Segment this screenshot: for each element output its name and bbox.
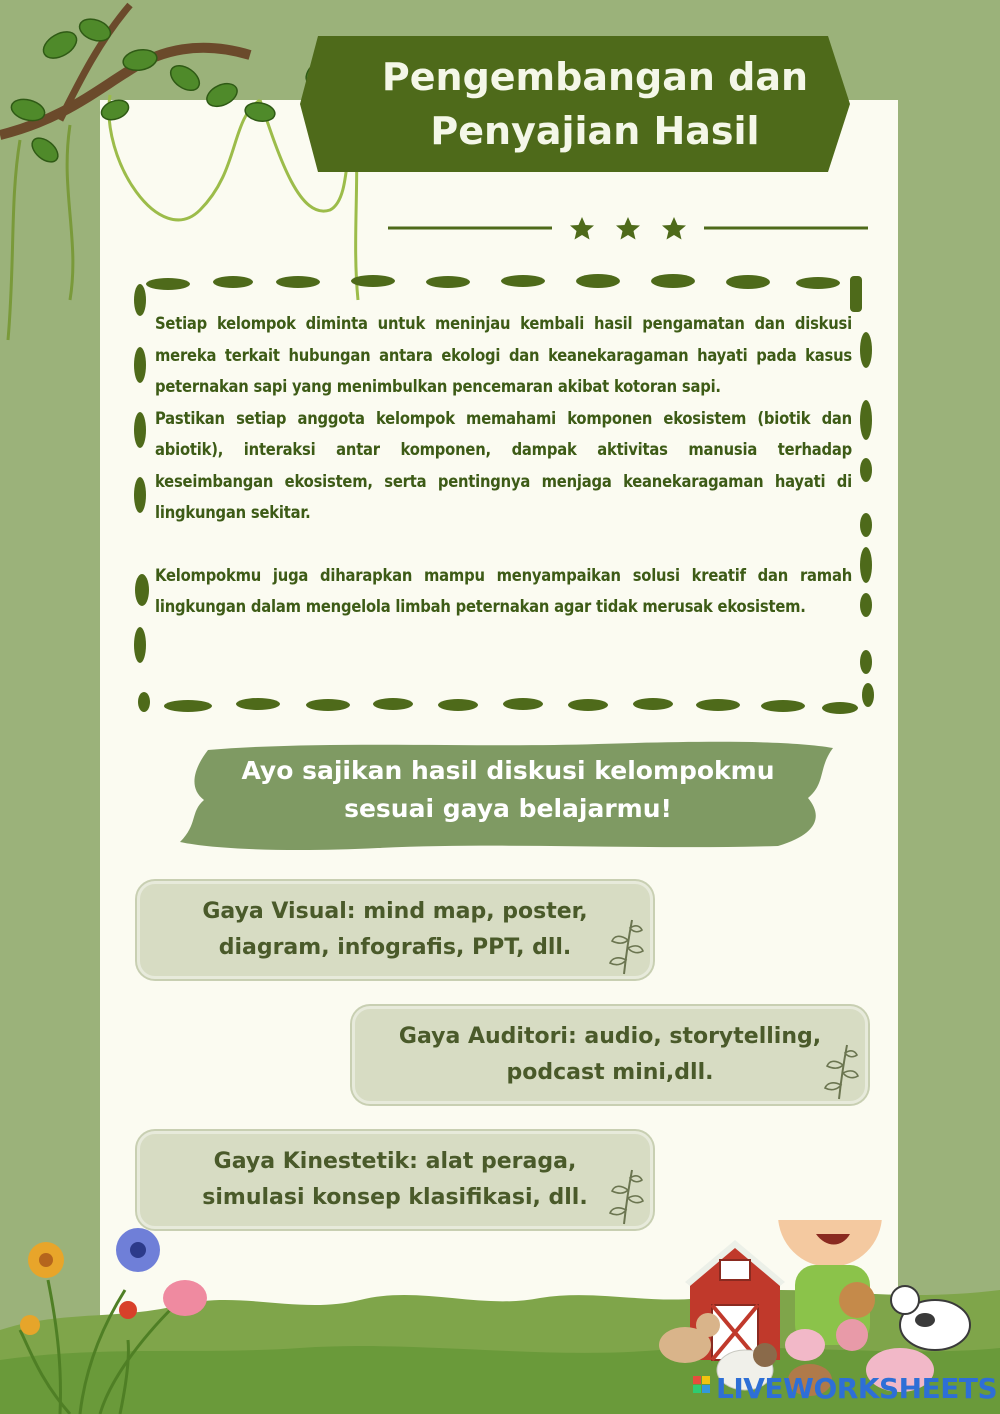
instruction-paragraph-1: Setiap kelompok diminta untuk meninjau kembali hasil pengamatan dan diskusi mereka terkait hubungan antara ekologi dan keanekaragaman hayati pada kasus peternakan sapi yang menimbulkan pencemaran akibat kotoran sapi. (155, 314, 852, 396)
liveworksheets-watermark: LIVEWORKSHEETS (716, 1372, 998, 1405)
instruction-text (155, 308, 852, 623)
title-line-1: Pengembangan dan (381, 55, 809, 99)
cta-heading (178, 752, 838, 828)
title-banner (300, 36, 850, 172)
auditory-style-line-1: Gaya Auditori: audio, storytelling, (398, 1024, 822, 1049)
page-title (360, 50, 830, 158)
title-line-2: Penyajian Hasil (430, 109, 760, 153)
cta-line-2: sesuai gaya belajarmu! (344, 794, 672, 823)
visual-style-line-1: Gaya Visual: mind map, poster, (202, 899, 588, 924)
leaf-sprig-icon (821, 1041, 861, 1101)
star-divider (388, 210, 868, 250)
visual-style-line-2: diagram, infografis, PPT, dll. (218, 935, 572, 960)
cta-line-1: Ayo sajikan hasil diskusi kelompokmu (241, 756, 775, 785)
liveworksheets-logo-icon (693, 1376, 711, 1402)
instruction-paragraph-2: Pastikan setiap anggota kelompok memahami komponen ekosistem (biotik dan abiotik), interaksi antar komponen, dampak aktivitas manusia terhadap keseimbangan ekosistem, serta pentingnya menjaga keanekaragaman hayati di lingkungan sekitar. (155, 408, 852, 522)
leaf-sprig-icon (606, 1166, 646, 1226)
auditory-style-line-2: podcast mini,dll. (506, 1060, 714, 1085)
visual-style-card (137, 881, 653, 979)
kinesthetic-style-card (137, 1131, 653, 1229)
kinesthetic-style-line-1: Gaya Kinestetik: alat peraga, (213, 1149, 577, 1174)
auditory-style-card (352, 1006, 868, 1104)
instruction-paragraph-3: Kelompokmu juga diharapkan mampu menyampaikan solusi kreatif dan ramah lingkungan dalam mengelola limbah peternakan agar tidak merusak ekosistem. (155, 565, 852, 616)
kinesthetic-style-line-2: simulasi konsep klasifikasi, dll. (202, 1185, 588, 1210)
leaf-sprig-icon (606, 916, 646, 976)
